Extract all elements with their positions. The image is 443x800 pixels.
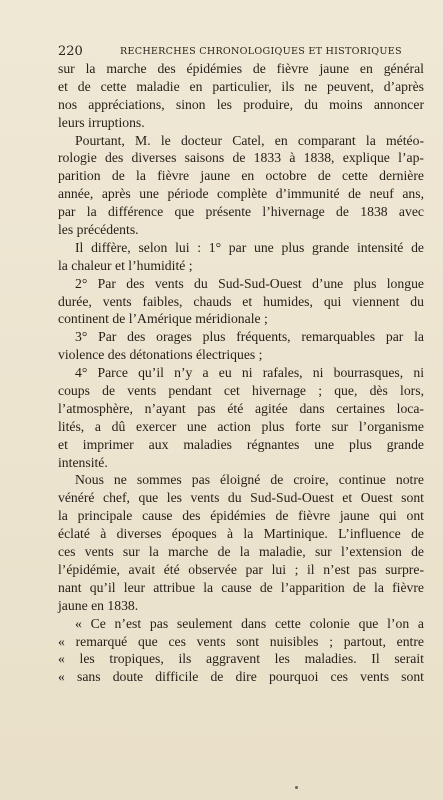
text-line: jaune en 1838. [58, 597, 139, 613]
text-line: « Ce n’est pas seulement dans cette colonie que l’on a [75, 615, 424, 631]
text-line: continent de l’Amérique méridionale ; [58, 311, 268, 327]
text-line: l’épidémie, avait été observée par lui ; il n’est pas surpre- [58, 561, 424, 577]
text-line: lités, a dû exercer une action plus forte sur l’organisme [58, 418, 424, 434]
text-line: nant qu’il leur attribue la cause de l’apparition de la fièvre [58, 579, 424, 595]
text-line: par la différence que présente l’hivernage de 1838 avec [58, 204, 424, 220]
text-line: durée, vents faibles, chauds et humides, qui viennent du [58, 293, 424, 309]
text-line: vénéré chef, que les vents du Sud-Sud-Ouest et Ouest sont [58, 490, 424, 506]
text-line: la principale cause des épidémies de fièvre jaune qui ont [58, 508, 424, 524]
text-line: 4° Parce qu’il n’y a eu ni rafales, ni bourrasques, ni [75, 365, 424, 381]
text-line: Pourtant, M. le docteur Catel, en comparant la météo- [75, 132, 424, 148]
text-line: Nous ne sommes pas éloigné de croire, continue notre [75, 472, 424, 488]
text-line: 2° Par des vents du Sud-Sud-Ouest d’une plus longue [75, 275, 424, 291]
text-line: rologie des diverses saisons de 1833 à 1838, explique l’ap- [58, 150, 424, 166]
text-line: « remarqué que ces vents sont nuisibles ; partout, entre [58, 633, 424, 649]
text-line: année, après une période complète d’immunité de neuf ans, [58, 186, 424, 202]
text-line: l’atmosphère, n’ayant pas été agitée dans certaines loca- [58, 400, 424, 416]
text-line: « les tropiques, ils aggravent les maladies. Il serait [58, 651, 424, 667]
paper-speck [295, 786, 298, 789]
running-title: RECHERCHES CHRONOLOGIQUES ET HISTORIQUES [120, 46, 402, 57]
text-line: intensité. [58, 454, 108, 470]
body-text [58, 60, 424, 686]
text-line: leurs irruptions. [58, 114, 145, 130]
text-line: nos appréciations, sinon les produire, du moins annoncer [58, 96, 424, 112]
text-line: « sans doute difficile de dire pourquoi ces vents sont [58, 669, 424, 685]
text-line: et de cette maladie en particulier, ils ne peuvent, d’après [58, 78, 424, 94]
text-line: ces vents sur la marche de la maladie, sur l’extension de [58, 544, 424, 560]
text-line: la chaleur et l’humidité ; [58, 257, 193, 273]
text-line: les précédents. [58, 222, 139, 238]
text-line: sur la marche des épidémies de fièvre jaune en général [58, 61, 424, 76]
text-line: parition de la fièvre jaune en octobre de cette dernière [58, 168, 424, 184]
text-line: Il diffère, selon lui : 1° par une plus grande intensité de [75, 239, 424, 255]
text-line: violence des détonations électriques ; [58, 347, 263, 363]
page-number: 220 [58, 44, 83, 59]
text-line: coups de vents pendant cet hivernage ; que, dès lors, [58, 383, 424, 399]
text-line: éclaté à diverses époques à la Martinique. L’influence de [58, 526, 424, 542]
text-line: et imprimer aux maladies régnantes une plus grande [58, 436, 424, 452]
text-line: 3° Par des orages plus fréquents, remarquables par la [75, 329, 424, 345]
page-header [58, 44, 426, 60]
